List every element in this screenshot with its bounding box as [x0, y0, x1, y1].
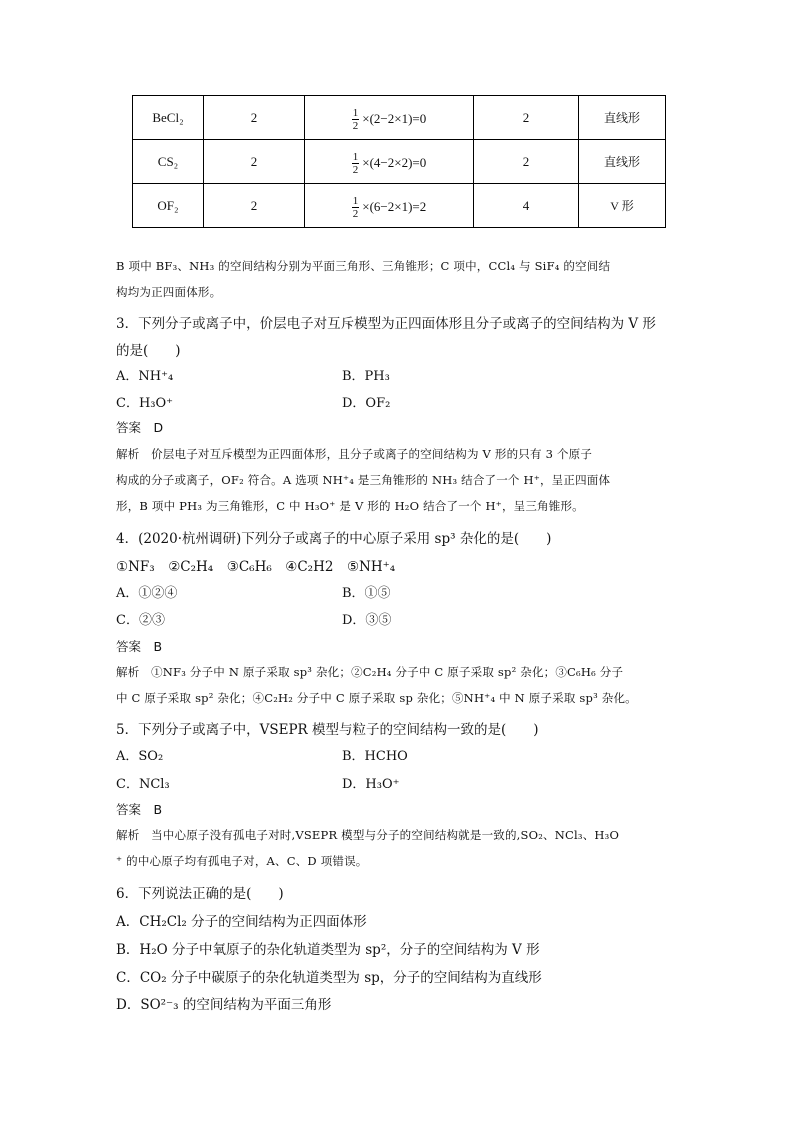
question-line: A．CH₂Cl₂ 分子的空间结构为正四面体形: [116, 914, 367, 930]
lone-pair-formula: [352, 107, 426, 132]
fraction-numerator: 1: [352, 106, 359, 119]
formula-expression: ×(2−2×1)=0: [362, 111, 427, 126]
lone-pair-formula: [352, 195, 426, 220]
answer-option: C．②③: [116, 613, 165, 628]
answer-option: D．H₃O⁺: [342, 777, 400, 792]
lone-pair-formula-cell: [305, 184, 474, 228]
molecule-cell: OF₂: [133, 184, 204, 228]
formula-expression: ×(6−2×1)=2: [362, 199, 427, 214]
lone-pair-formula-cell: [305, 140, 474, 184]
answer-option: C．H₃O⁺: [116, 396, 174, 411]
question-line: 的是( ): [116, 343, 181, 359]
question-line: D．SO²⁻₃ 的空间结构为平面三角形: [116, 997, 332, 1013]
explanation-line: 解析 ①NF₃ 分子中 N 原子采取 sp³ 杂化；②C₂H₄ 分子中 C 原子采取 sp² 杂化；③C₆H₆ 分子: [116, 665, 624, 679]
electron-pair-count-cell: 2: [474, 140, 579, 184]
answer-line: 答案 D: [116, 420, 164, 435]
molecule-cell: CS₂: [133, 140, 204, 184]
bond-pair-cell: 2: [204, 140, 305, 184]
question-line: 3．下列分子或离子中，价层电子对互斥模型为正四面体形且分子或离子的空间结构为 V 形: [116, 316, 656, 332]
explanation-line: B 项中 BF₃、NH₃ 的空间结构分别为平面三角形、三角锥形；C 项中，CCl₄ 与 SiF₄ 的空间结: [116, 259, 611, 273]
question-line: C．CO₂ 分子中碳原子的杂化轨道类型为 sp，分子的空间结构为直线形: [116, 970, 542, 986]
shape-cell: 直线形: [579, 96, 666, 140]
fraction-one-half: [352, 151, 360, 176]
explanation-line: 解析 价层电子对互斥模型为正四面体形，且分子或离子的空间结构为 V 形的只有 3 个原子: [116, 447, 593, 461]
shape-cell: 直线形: [579, 140, 666, 184]
bond-pair-cell: 2: [204, 184, 305, 228]
answer-option: A．NH⁺₄: [116, 369, 174, 384]
table-row: [133, 140, 666, 184]
answer-option: B．PH₃: [342, 369, 390, 384]
fraction-one-half: [352, 195, 360, 220]
fraction-denominator: 2: [352, 163, 359, 176]
answer-option: A．①②④: [116, 586, 178, 601]
question-line: ①NF₃ ②C₂H₄ ③C₆H₆ ④C₂H2 ⑤NH⁺₄: [116, 559, 396, 575]
shape-cell: V 形: [579, 184, 666, 228]
bond-pair-cell: 2: [204, 96, 305, 140]
answer-option: B．①⑤: [342, 586, 391, 601]
question-line: 4．(2020·杭州调研)下列分子或离子的中心原子采用 sp³ 杂化的是( ): [116, 531, 552, 547]
table-row: [133, 184, 666, 228]
question-line: 5．下列分子或离子中，VSEPR 模型与粒子的空间结构一致的是( ): [116, 722, 539, 738]
answer-option: B．HCHO: [342, 749, 408, 764]
explanation-line: 解析 当中心原子没有孤电子对时,VSEPR 模型与分子的空间结构就是一致的,SO₂、NCl₃、H₃O: [116, 828, 620, 842]
answer-option: C．NCl₃: [116, 777, 170, 792]
fraction-denominator: 2: [352, 207, 359, 220]
vsepr-table: [132, 95, 666, 228]
formula-expression: ×(4−2×2)=0: [362, 155, 427, 170]
question-line: B．H₂O 分子中氧原子的杂化轨道类型为 sp²，分子的空间结构为 V 形: [116, 942, 540, 958]
lone-pair-formula-cell: [305, 96, 474, 140]
answer-line: 答案 B: [116, 802, 163, 817]
explanation-line: 形，B 项中 PH₃ 为三角锥形，C 中 H₃O⁺ 是 V 形的 H₂O 结合了一个 H⁺，呈三角锥形。: [116, 499, 584, 513]
electron-pair-count-cell: 4: [474, 184, 579, 228]
fraction-numerator: 1: [352, 150, 359, 163]
explanation-line: ⁺ 的中心原子均有孤电子对，A、C、D 项错误。: [116, 854, 368, 868]
lone-pair-formula: [352, 151, 426, 176]
explanation-line: 中 C 原子采取 sp² 杂化；④C₂H₂ 分子中 C 原子采取 sp 杂化；⑤NH⁺₄ 中 N 原子采取 sp³ 杂化。: [116, 691, 637, 705]
answer-option: D．③⑤: [342, 613, 392, 628]
table-row: [133, 96, 666, 140]
molecule-cell: BeCl₂: [133, 96, 204, 140]
explanation-line: 构均为正四面体形。: [116, 285, 222, 299]
answer-option: D．OF₂: [342, 396, 391, 411]
question-line: 6．下列说法正确的是( ): [116, 886, 284, 902]
electron-pair-count-cell: 2: [474, 96, 579, 140]
fraction-one-half: [352, 107, 360, 132]
explanation-line: 构成的分子或离子，OF₂ 符合。A 选项 NH⁺₄ 是三角锥形的 NH₃ 结合了一个 H⁺，呈正四面体: [116, 473, 611, 487]
answer-line: 答案 B: [116, 639, 163, 654]
fraction-denominator: 2: [352, 119, 359, 132]
fraction-numerator: 1: [352, 194, 359, 207]
answer-option: A．SO₂: [116, 749, 164, 764]
